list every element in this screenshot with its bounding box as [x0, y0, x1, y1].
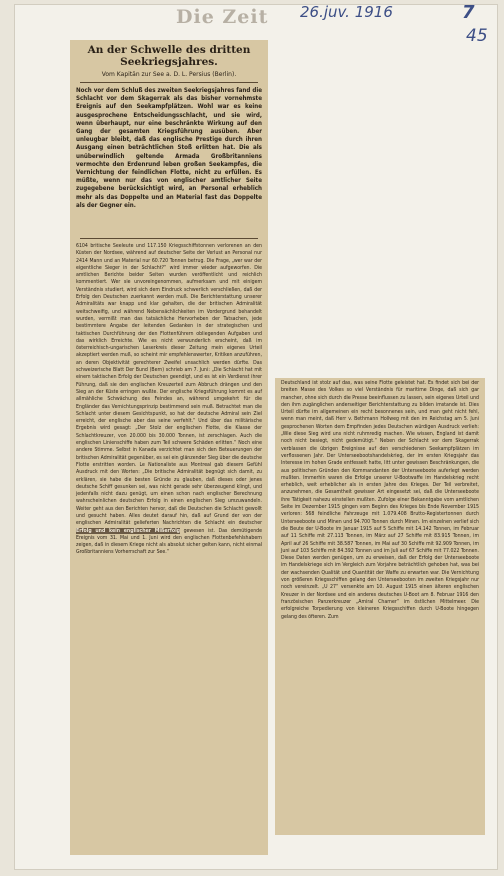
handwritten-page-number: 7: [462, 2, 475, 23]
article-column-left: [70, 236, 268, 855]
article-column-right: [275, 378, 485, 835]
article-column-right-text: Deutschland ist stolz auf das, was seine Flotte geleistet hat. Es findet sich bei der breiten Masse des Volkes so viel Verständnis für maritime Dinge, daß sich gar mancher, ohne sich durch die Presse beeinflussen zu lassen, sein eigenes Urteil und den ihm zugänglichen anderseitiger Berichterstattung zu bilden imstande ist. Dies Urteil dürfte im allgemeinen ein recht besonnenes sein, und man geht nicht fehl, wenn man meint, daß Herr v. Bethmann Hollweg mit den im Reichstag am 5. Juni gesprochenen Worten dem Empfinden jedes Deutschen würdigen Ausdruck verlieh: „Wie diese Sieg wird uns nicht ruhmredig machen. Wie wissen, England ist damit noch nicht besiegt, nicht gedemütigt.“ Neben der Schlacht vor dem Skagerrak verblassen die übrigen Ereignisse auf den verschiedenen Seekampfplätzen im verflossenen Jahr. Der Unterseebootshandelskrieg, der im ersten Kriegsjahr das Interesse im hohen Grade entfesselt hatte, litt unter gewissen Beschränkungen, die aus politischen Gründen den Kommandanten der Unterseeboote auferlegt werden mußten. Immerhin waren die Erfolge unserer U-Bootwaffe im Handelskrieg recht erheblich, weit erheblicher als in ersten Jahre des Krieges. Der Teil verbreitet, anzunehmen, die Gesamtheit gewisser Art eingesetzt sei, daß die Unterseeboote ihre Tätigkeit nahezu einstellen mußten. Zufolge einer Bekanntgabe vom amtlichen Seite im Dezember 1915 gingen vom Beginn des Krieges bis Ende November 1915 verloren: 568 feindliche Fahrzeuge mit 1.079.408 Brutto-Registertonnen durch Unterseeboote und Minen und 94.700 Tonnen durch Minen. Im einzelnen verlief sich die Beute der U-Boote im Januar 1915 auf 5 Schiffe mit 14.142 Tonnen, im Februar auf 11 Schiffe mit 27.113 Tonnen, im März auf 27 Schiffe mit 83.915 Tonnen, im April auf 26 Schiffe mit 38.587 Tonnen, im Mai auf 30 Schiffe mit 92.909 Tonnen, im Juni auf 103 Schiffe mit 84.392 Tonnen und im Juli auf 67 Schiffe mit 77.022 Tonnen. Diese Daten werden genügen, um zu erweisen, daß der Erfolg der Unterseeboote im Handelskriege sich im Vergleich zum Vorjahre beträchtlich gehoben hat, was bei der wachsenden Qualität und Quantität der Waffe zu erwarten war. Die Vernichtung von größeren Kriegsschiffen gelang den Unterseebooten im zweiten Kriegsjahr nur noch vereinzelt. „U 27“ versenkte am 10. August 1915 einen älteren englischen Kreuzer in der Nordsee und ein anderes deutsches U-Boot am 8. Februar 1916 den französischen Panzerkreuzer „Amiral Charner“ im östlichen Mittelmeer. Die erfolgreiche Torpedierung von kleineren Kriegsschiffen durch U-Boote hingegen gelang des öfteren. Zum: [281, 380, 479, 620]
header-rule: [80, 82, 258, 83]
article-byline: Vom Kapitän zur See a. D. L. Persius (Berlin).: [101, 71, 237, 78]
handwritten-date: 26.juv. 1916: [300, 3, 393, 21]
lead-divider: [80, 238, 258, 239]
article-header: [70, 40, 268, 236]
newspaper-masthead: Die Zeit: [176, 6, 269, 28]
article-column-left-text: [70, 241, 268, 559]
article-headline: An der Schwelle des dritten Seekriegsjahres.: [87, 44, 251, 68]
handwritten-reference: 45: [466, 26, 488, 46]
article-lead: Noch vor dem Schluß des zweiten Seekriegsjahres fand die Schlacht vor dem Skagerrak als das bisher vornehmste Ereignis auf den Seekampfplätzen. Wohl war es keine ausgesprochene Entscheidungsschlacht, und sie wird, wenn überhaupt, nur eine beschränkte Wirkung auf den Gang der gesamten Kriegsführung ausüben. Aber unleugbar bleibt, daß das englische Prestige durch ihren Ausgang einen beträchtlichen Stoß erlitten hat. Die als unüberwindlich geltende Armada Großbritanniens vermochte den Erdenrund leben großen Seekampfes, die Vernichtung der feindlichen Flotte, nicht zu erfüllen. Es müßte, wenn nur das von englischer amtlicher Seite zugegebene berücksichtigt wird, an Personal erheblich mehr als das Doppelte und an Material fast das Doppelte als der Gegner ein.: [76, 87, 262, 209]
column-left-tail: gewesen ist. Das demütigende Ereignis vom 31. Mai und 1. Juni wird den englischen Flottenbefehlshabern zeigen, daß in diesem Kriege nicht als absolut sicher gelten kann, nicht einmal Großbritanniens Vorherrschaft zur See.“: [76, 527, 262, 556]
column-left-body: 6104 britische Seeleute und 117.150 Kriegsschiffstonnen verlorenen an den Küsten der Nordsee, während auf deutscher Seite der Verlust an Personal nur 2414 Mann und an Material nur 60.720 Tonnen betrug. Die Frage, „wer war der eigentliche Sieger in der Schlacht?“ wird immer wieder aufgeworfen. Die amtlichen Berichte beider Seiten wurden veröffentlicht und reichlich kommentiert. Wer sie unvoreingenommen, aufmerksam und mit einigem Verständnis studiert, wird sich dem Eindruck schwerlich verschließen, daß der Erfolg den Deutschen zuerkannt werden muß. Die Berichterstattung unserer Admiralitäts war knapp und klar gehalten, die der britischen Admiralität weitschweifig, und während Nebensächlichkeiten im Vordergrund behandelt wurden, vermißt man das tatsächliche Hervorheben der Tatsachen, jede bestimmtere Angabe der leitenden Gedanken in der strategischen und taktischen Durchführung der den Flottenführern obliegenden Aufgaben und das wirklich Erreichte. Wie es nicht verwunderlich erscheint, daß im österreichisch-ungarischen Leserkreis dieser Zeitung mein eigenes Urteil akzeptiert werden muß, so scheint mir empfehlenswerter, Kritiken anzuführen, an deren Objektivität gerechterer Zweifel unsachlich werden dürfte. Das schweizerische Blatt Der Bund (Bern) schrieb am 7. Juni: „Die Schlacht hat mit einem taktischen Erfolg der Deutschen geendigt, und es ist ein Verdienst ihrer Führung, daß sie den englischen Kreuzerteil zum Abbruch drängen und den Sieg an der Küste erringen wußte. Der englische Kriegsführung kommt es auf allmähliche Schwächung des Feindes an, während umgekehrt für die Engländer das Vernichtungsprinzip bestimmend sein muß. Betrachtet man die Schlacht unter diesem Gesichtspunkt, so hat der deutsche Admiral sein Ziel erreicht, der englische aber das seine verfehlt.“ Und über das militärische Ergebnis wird gesagt: „Der Stolz der englischen Flotte, die Klasse der Schlachtkreuzer, von 20.000 bis 30.000 Tonnen, ist zerschlagen. Auch die englischen Linienschiffe haben zum Teil schwere Schäden erlitten.“ Noch eine andere Stimme. Selbst in Kanada verzichtet man sich den Beteuerungen der britischen Admiralität gegenüber, es sei ein glänzender Sieg über die deutsche Flotte erstritten worden. Le Nationaliste aus Montreal gab diesem Gefühl Ausdruck mit den Worten: „Die britische Admiralität begnügt sich damit, zu erklären, sie habe die besten Gründe zu glauben, daß dieses oder jenes deutsche Schiff gesunken sei, was nicht gerade sehr überzeugend klingt, und jedenfalls nicht dazu genügt, um einen schon nach englischer Berechnung wahrscheinlichen deutschen Erfolg in einen englischen Sieg umzuwandeln. Weiter geht aus den Berichten hervor, daß die Deutschen die Schlacht gewollt und gesucht haben. Alles deutet darauf hin, daß auf Grund der von der englischen Admiralität gelieferten Nachrichten die Schlacht ein deutscher: [76, 243, 262, 527]
highlighted-phrase: Erfolg und kein englischer Mißerfolg: [76, 527, 181, 534]
